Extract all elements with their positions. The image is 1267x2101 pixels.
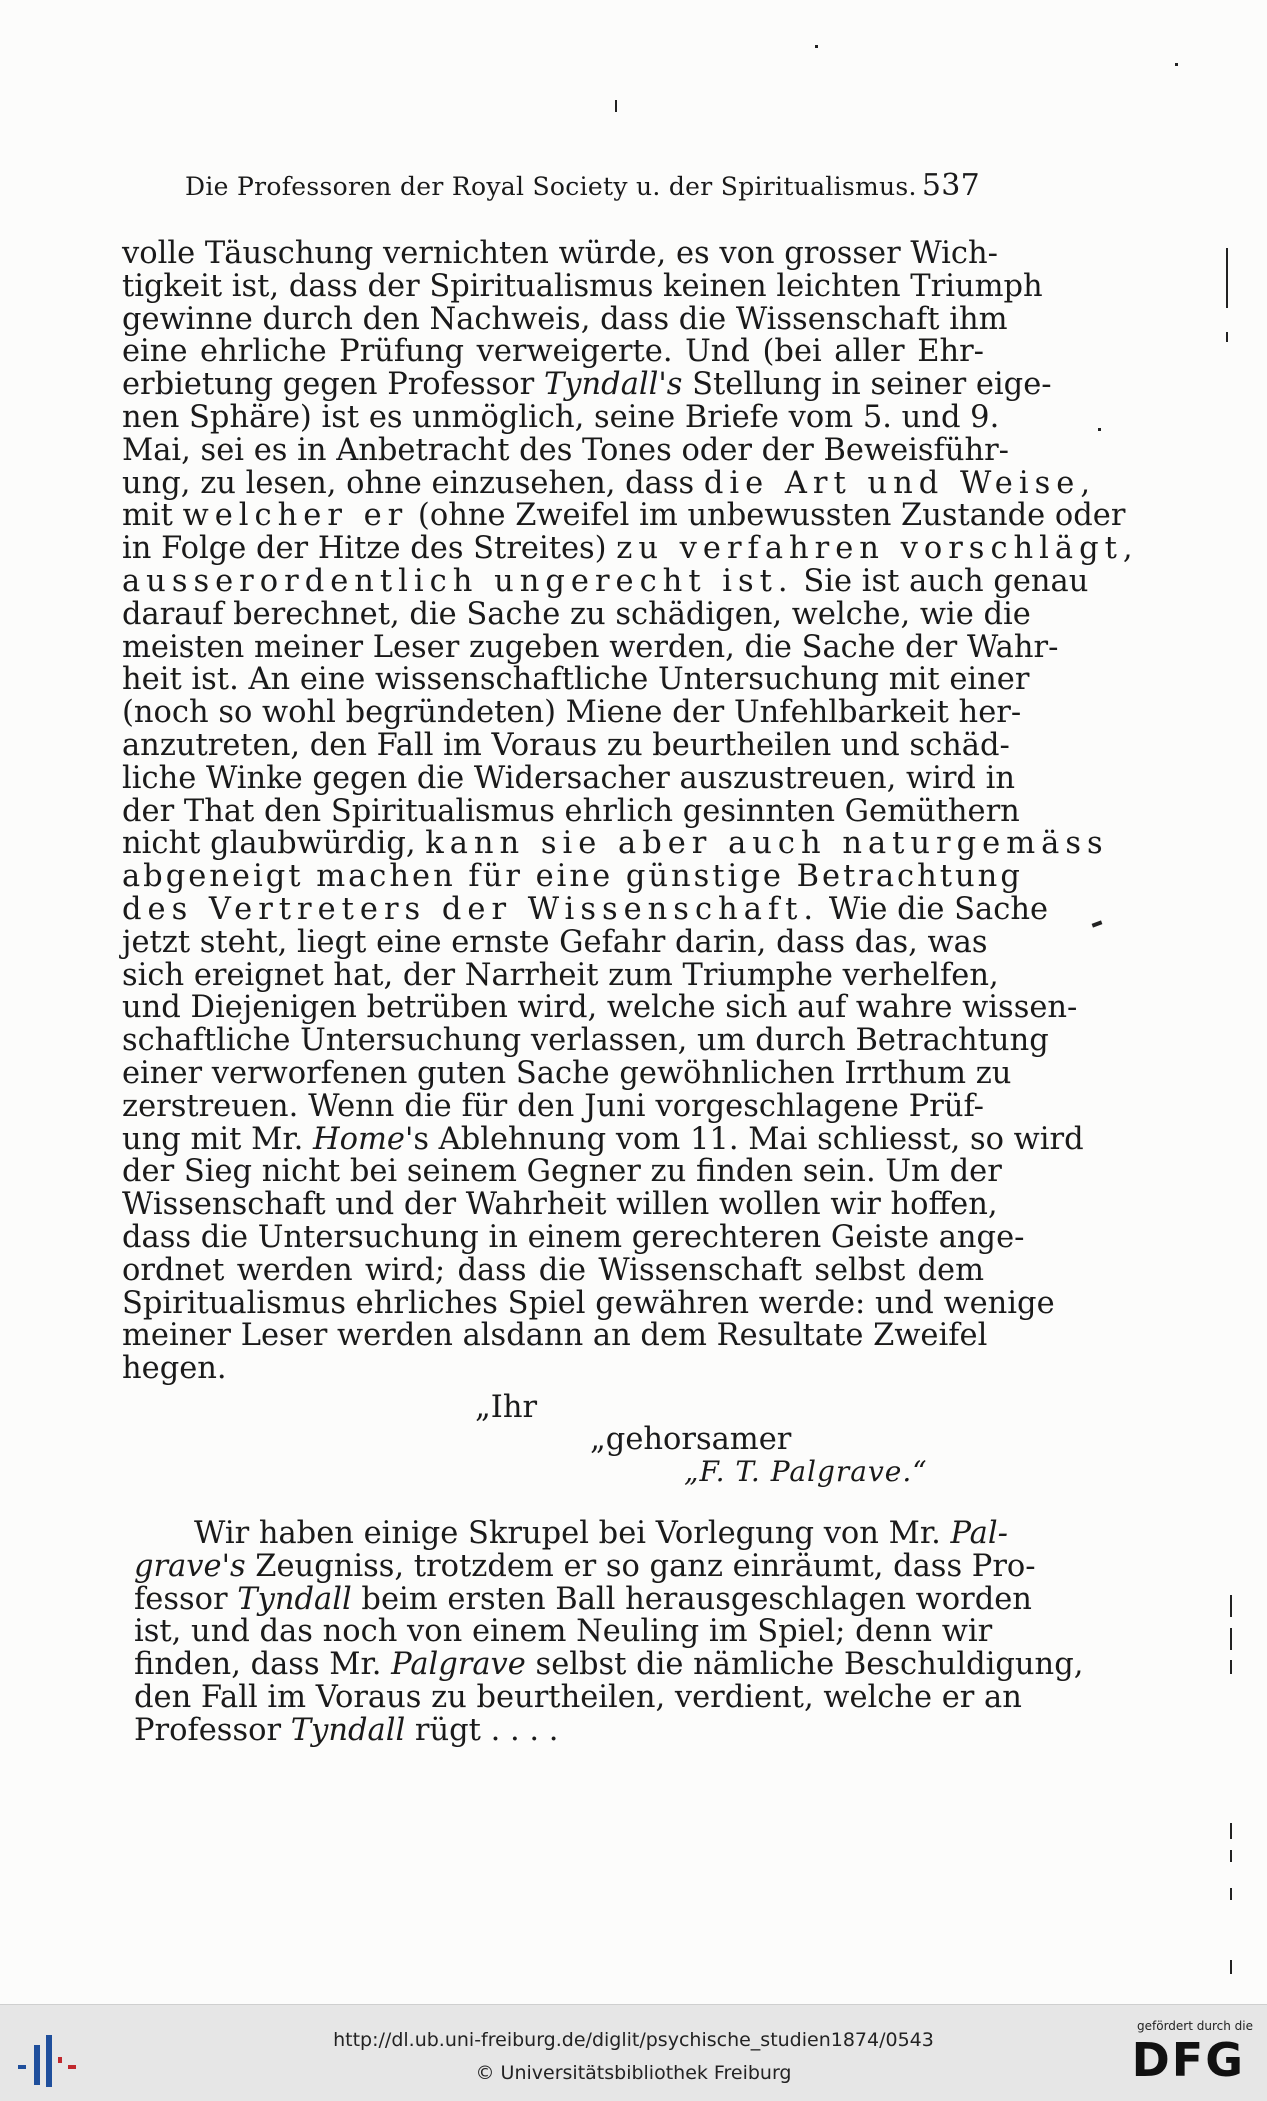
scan-speck xyxy=(1175,63,1178,66)
text-line: darauf berechnet, die Sache zu schädigen, welche, wie die xyxy=(122,596,1031,632)
text-line: meiner Leser werden alsdann an dem Resultate Zweifel xyxy=(122,1318,988,1354)
text-line: ung, zu lesen, ohne einzusehen, dass die Art und Weise, xyxy=(122,465,1097,501)
text-line: fessor Tyndall beim ersten Ball herausgeschlagen worden xyxy=(134,1581,1032,1617)
spaced-text: ausserordentlich ungerecht ist. xyxy=(122,563,794,599)
text-line: der That den Spiritualismus ehrlich gesinnten Gemüthern xyxy=(122,793,1020,829)
scan-speck xyxy=(615,100,617,112)
permalink-url[interactable]: http://dl.ub.uni-freiburg.de/diglit/psychische_studien1874/0543 xyxy=(333,2029,934,2051)
text-line: ausserordentlich ungerecht ist. Sie ist auch genau xyxy=(122,563,1089,599)
margin-mark xyxy=(1230,1850,1232,1862)
copyright-notice: © Universitätsbibliothek Freiburg xyxy=(475,2062,792,2084)
commentary-paragraph xyxy=(134,1516,1084,1748)
name-home: Home xyxy=(313,1121,405,1157)
text-line: des Vertreters der Wissenschaft. Wie die Sache xyxy=(122,891,1049,927)
text-line: ordnet werden wird; dass die Wissenschaft selbst dem xyxy=(122,1252,984,1288)
name-tyndall: Tyndall's xyxy=(543,367,683,403)
text-line: tigkeit ist, dass der Spiritualismus keinen leichten Triumph xyxy=(122,268,1043,304)
spaced-text: kann sie aber auch naturgemäss xyxy=(425,826,1109,862)
text-line: Wissenschaft und der Wahrheit willen wollen wir hoffen, xyxy=(122,1187,998,1223)
text-line: der Sieg nicht bei seinem Gegner zu finden sein. Um der xyxy=(122,1154,1002,1190)
text-line: mit welcher er (ohne Zweifel im unbewussten Zustande oder xyxy=(122,498,1126,534)
margin-mark xyxy=(1226,248,1228,308)
spaced-text: abgeneigt machen für eine günstige Betrachtung xyxy=(122,859,1023,895)
margin-mark xyxy=(1230,1660,1232,1674)
text-line: Mai, sei es in Anbetracht des Tones oder der Beweisführ- xyxy=(122,432,1009,468)
spaced-text: des Vertreters der Wissenschaft. xyxy=(122,891,820,927)
text-line: hegen. xyxy=(122,1351,227,1387)
viewer-footer xyxy=(0,2004,1267,2101)
text-line: jetzt steht, liegt eine ernste Gefahr darin, dass das, was xyxy=(122,924,988,960)
scan-speck xyxy=(815,45,818,48)
margin-mark xyxy=(1226,332,1228,342)
text-line: grave's Zeugniss, trotzdem er so ganz einräumt, dass Pro- xyxy=(134,1548,1036,1584)
text-line: Spiritualismus ehrliches Spiel gewähren werde: und wenige xyxy=(122,1285,1055,1321)
text-line: heit ist. An eine wissenschaftliche Untersuchung mit einer xyxy=(122,662,1030,698)
margin-mark xyxy=(1230,1888,1232,1900)
margin-mark xyxy=(1230,1823,1232,1839)
text-line: nicht glaubwürdig, kann sie aber auch naturgemäss xyxy=(122,826,1109,862)
page-number: 537 xyxy=(921,168,980,203)
text-line: Wir haben einige Skrupel bei Vorlegung von Mr. Pal- xyxy=(194,1516,1008,1551)
spaced-text: zu verfahren vorschlägt, xyxy=(616,531,1139,567)
text-line: sich ereignet hat, der Narrheit zum Triumphe verhelfen, xyxy=(122,957,999,993)
spaced-text: die Art und Weise, xyxy=(703,465,1097,501)
text-line: den Fall im Voraus zu beurtheilen, verdient, welche er an xyxy=(134,1679,1022,1715)
running-title: Die Professoren der Royal Society u. der Spiritualismus. xyxy=(185,172,917,201)
signature-closing: „Ihr xyxy=(475,1390,538,1425)
text-line: anzutreten, den Fall im Voraus zu beurtheilen und schäd- xyxy=(122,727,1010,763)
text-line: in Folge der Hitze des Streites) zu verfahren vorschlägt, xyxy=(122,531,1139,567)
text-line: eine ehrliche Prüfung verweigerte. Und (bei aller Ehr- xyxy=(122,334,984,370)
scan-speck xyxy=(1092,920,1103,927)
margin-mark xyxy=(1230,1628,1232,1650)
text-line: (noch so wohl begründeten) Miene der Unfehlbarkeit her- xyxy=(122,695,1022,731)
text-line: erbietung gegen Professor Tyndall's Stellung in seiner eige- xyxy=(122,367,1052,403)
margin-mark xyxy=(1230,1960,1232,1974)
text-line: finden, dass Mr. Palgrave selbst die nämliche Beschuldigung, xyxy=(134,1647,1084,1683)
text-line: ist, und das noch von einem Neuling im Spiel; denn wir xyxy=(134,1614,993,1650)
letter-body xyxy=(122,236,1139,1387)
spaced-text: welcher er xyxy=(182,498,409,534)
text-line: liche Winke gegen die Widersacher auszustreuen, wird in xyxy=(122,760,1016,796)
text-line: schaftliche Untersuchung verlassen, um durch Betrachtung xyxy=(122,1023,1049,1059)
text-line: Professor Tyndall rügt . . . . xyxy=(134,1712,559,1748)
scan-speck xyxy=(1098,428,1101,431)
text-line: ung mit Mr. Home's Ablehnung vom 11. Mai schliesst, so wird xyxy=(122,1121,1084,1157)
text-line: volle Täuschung vernichten würde, es von grosser Wich- xyxy=(122,236,998,271)
signature-gehorsamer: „gehorsamer xyxy=(590,1422,792,1457)
margin-mark xyxy=(1230,1595,1232,1617)
text-line: dass die Untersuchung in einem gerechteren Geiste ange- xyxy=(122,1219,1025,1255)
text-line: einer verworfenen guten Sache gewöhnlichen Irrthum zu xyxy=(122,1055,1012,1091)
text-line xyxy=(122,859,1023,895)
text-line: und Diejenigen betrüben wird, welche sich auf wahre wissen- xyxy=(122,990,1078,1026)
text-line: gewinne durch den Nachweis, dass die Wissenschaft ihm xyxy=(122,301,1008,337)
text-line: meisten meiner Leser zugeben werden, die Sache der Wahr- xyxy=(122,629,1059,665)
dfg-logo: DFG xyxy=(1131,2033,1245,2087)
text-line: nen Sphäre) ist es unmöglich, seine Briefe vom 5. und 9. xyxy=(122,399,1000,435)
dfg-caption: gefördert durch die xyxy=(1137,2019,1253,2033)
signature-name: „F. T. Palgrave.“ xyxy=(684,1455,928,1488)
text-line: zerstreuen. Wenn die für den Juni vorgeschlagene Prüf- xyxy=(122,1088,984,1124)
